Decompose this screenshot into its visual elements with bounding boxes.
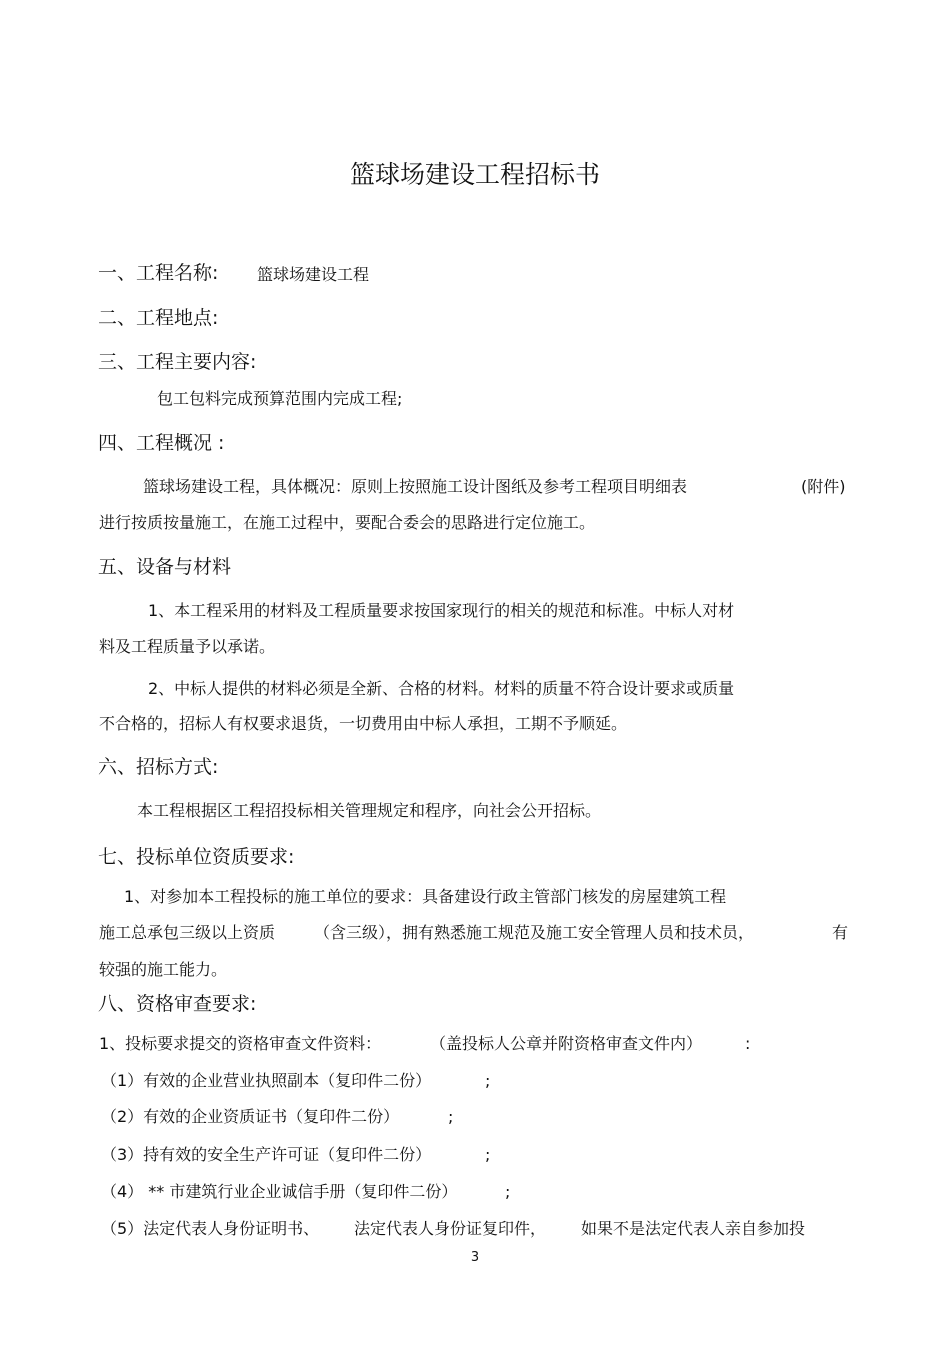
section-7-body-line-2a: 施工总承包三级以上资质: [99, 923, 276, 942]
section-7-heading: 七、投标单位资质要求:: [98, 846, 295, 868]
list-item: （3）持有效的安全生产许可证（复印件二份）: [101, 1145, 432, 1164]
section-3-body: 包工包料完成预算范围内完成工程;: [157, 389, 403, 408]
list-item: （1）有效的企业营业执照副本（复印件二份）: [101, 1071, 432, 1090]
section-5-item-2-line-2: 不合格的，招标人有权要求退货，一切费用由中标人承担，工期不予顺延。: [99, 714, 628, 733]
list-item-5-part-1: （5）法定代表人身份证明书、: [101, 1219, 320, 1238]
list-item-tail: ;: [505, 1182, 511, 1201]
section-7-body-line-2b: （含三级），拥有熟悉施工规范及施工安全管理人员和技术员，: [314, 923, 755, 942]
section-8-intro-colon: :: [745, 1034, 751, 1053]
section-8-intro-note: （盖投标人公章并附资格审查文件内）: [430, 1034, 703, 1053]
section-3-heading: 三、工程主要内容:: [98, 351, 257, 373]
section-7-body-line-3: 较强的施工能力。: [99, 960, 228, 979]
section-4-heading: 四、工程概况 :: [98, 432, 225, 454]
list-item-tail: ;: [448, 1107, 454, 1126]
section-8-heading: 八、资格审查要求:: [98, 993, 257, 1015]
page-number: 3: [470, 1250, 480, 1265]
section-7-body-line-1: 1、对参加本工程投标的施工单位的要求：具备建设行政主管部门核发的房屋建筑工程: [124, 887, 727, 906]
list-item: （2）有效的企业资质证书（复印件二份）: [101, 1107, 400, 1126]
project-name-value: 篮球场建设工程: [257, 265, 370, 284]
list-item-tail: ;: [485, 1145, 491, 1164]
section-2-heading: 二、工程地点:: [98, 307, 219, 329]
section-4-body-line-1: 篮球场建设工程，具体概况：原则上按照施工设计图纸及参考工程项目明细表: [143, 477, 688, 496]
list-item-5-part-3: 如果不是法定代表人亲自参加投: [581, 1219, 806, 1238]
section-6-body: 本工程根据区工程招投标相关管理规定和程序，向社会公开招标。: [137, 801, 602, 820]
list-item-5-part-2: 法定代表人身份证复印件，: [354, 1219, 547, 1238]
section-5-item-1-line-2: 料及工程质量予以承诺。: [99, 637, 276, 656]
section-4-attachment-note: (附件): [801, 477, 846, 496]
section-5-item-2-line-1: 2、中标人提供的材料必须是全新、合格的材料。材料的质量不符合设计要求或质量: [148, 679, 735, 698]
section-6-heading: 六、招标方式:: [98, 756, 219, 778]
document-title: 篮球场建设工程招标书: [349, 160, 600, 189]
section-4-body-line-2: 进行按质按量施工，在施工过程中，要配合委会的思路进行定位施工。: [99, 513, 596, 532]
list-item: （4） ** 市建筑行业企业诚信手册（复印件二份）: [101, 1182, 458, 1201]
section-7-body-line-2c: 有: [832, 923, 849, 942]
section-8-intro: 1、投标要求提交的资格审查文件资料：: [99, 1034, 382, 1053]
section-5-heading: 五、设备与材料: [98, 556, 232, 578]
section-1-heading: 一、工程名称:: [98, 262, 219, 284]
section-5-item-1-line-1: 1、本工程采用的材料及工程质量要求按国家现行的相关的规范和标准。中标人对材: [148, 601, 735, 620]
list-item-tail: ;: [485, 1071, 491, 1090]
